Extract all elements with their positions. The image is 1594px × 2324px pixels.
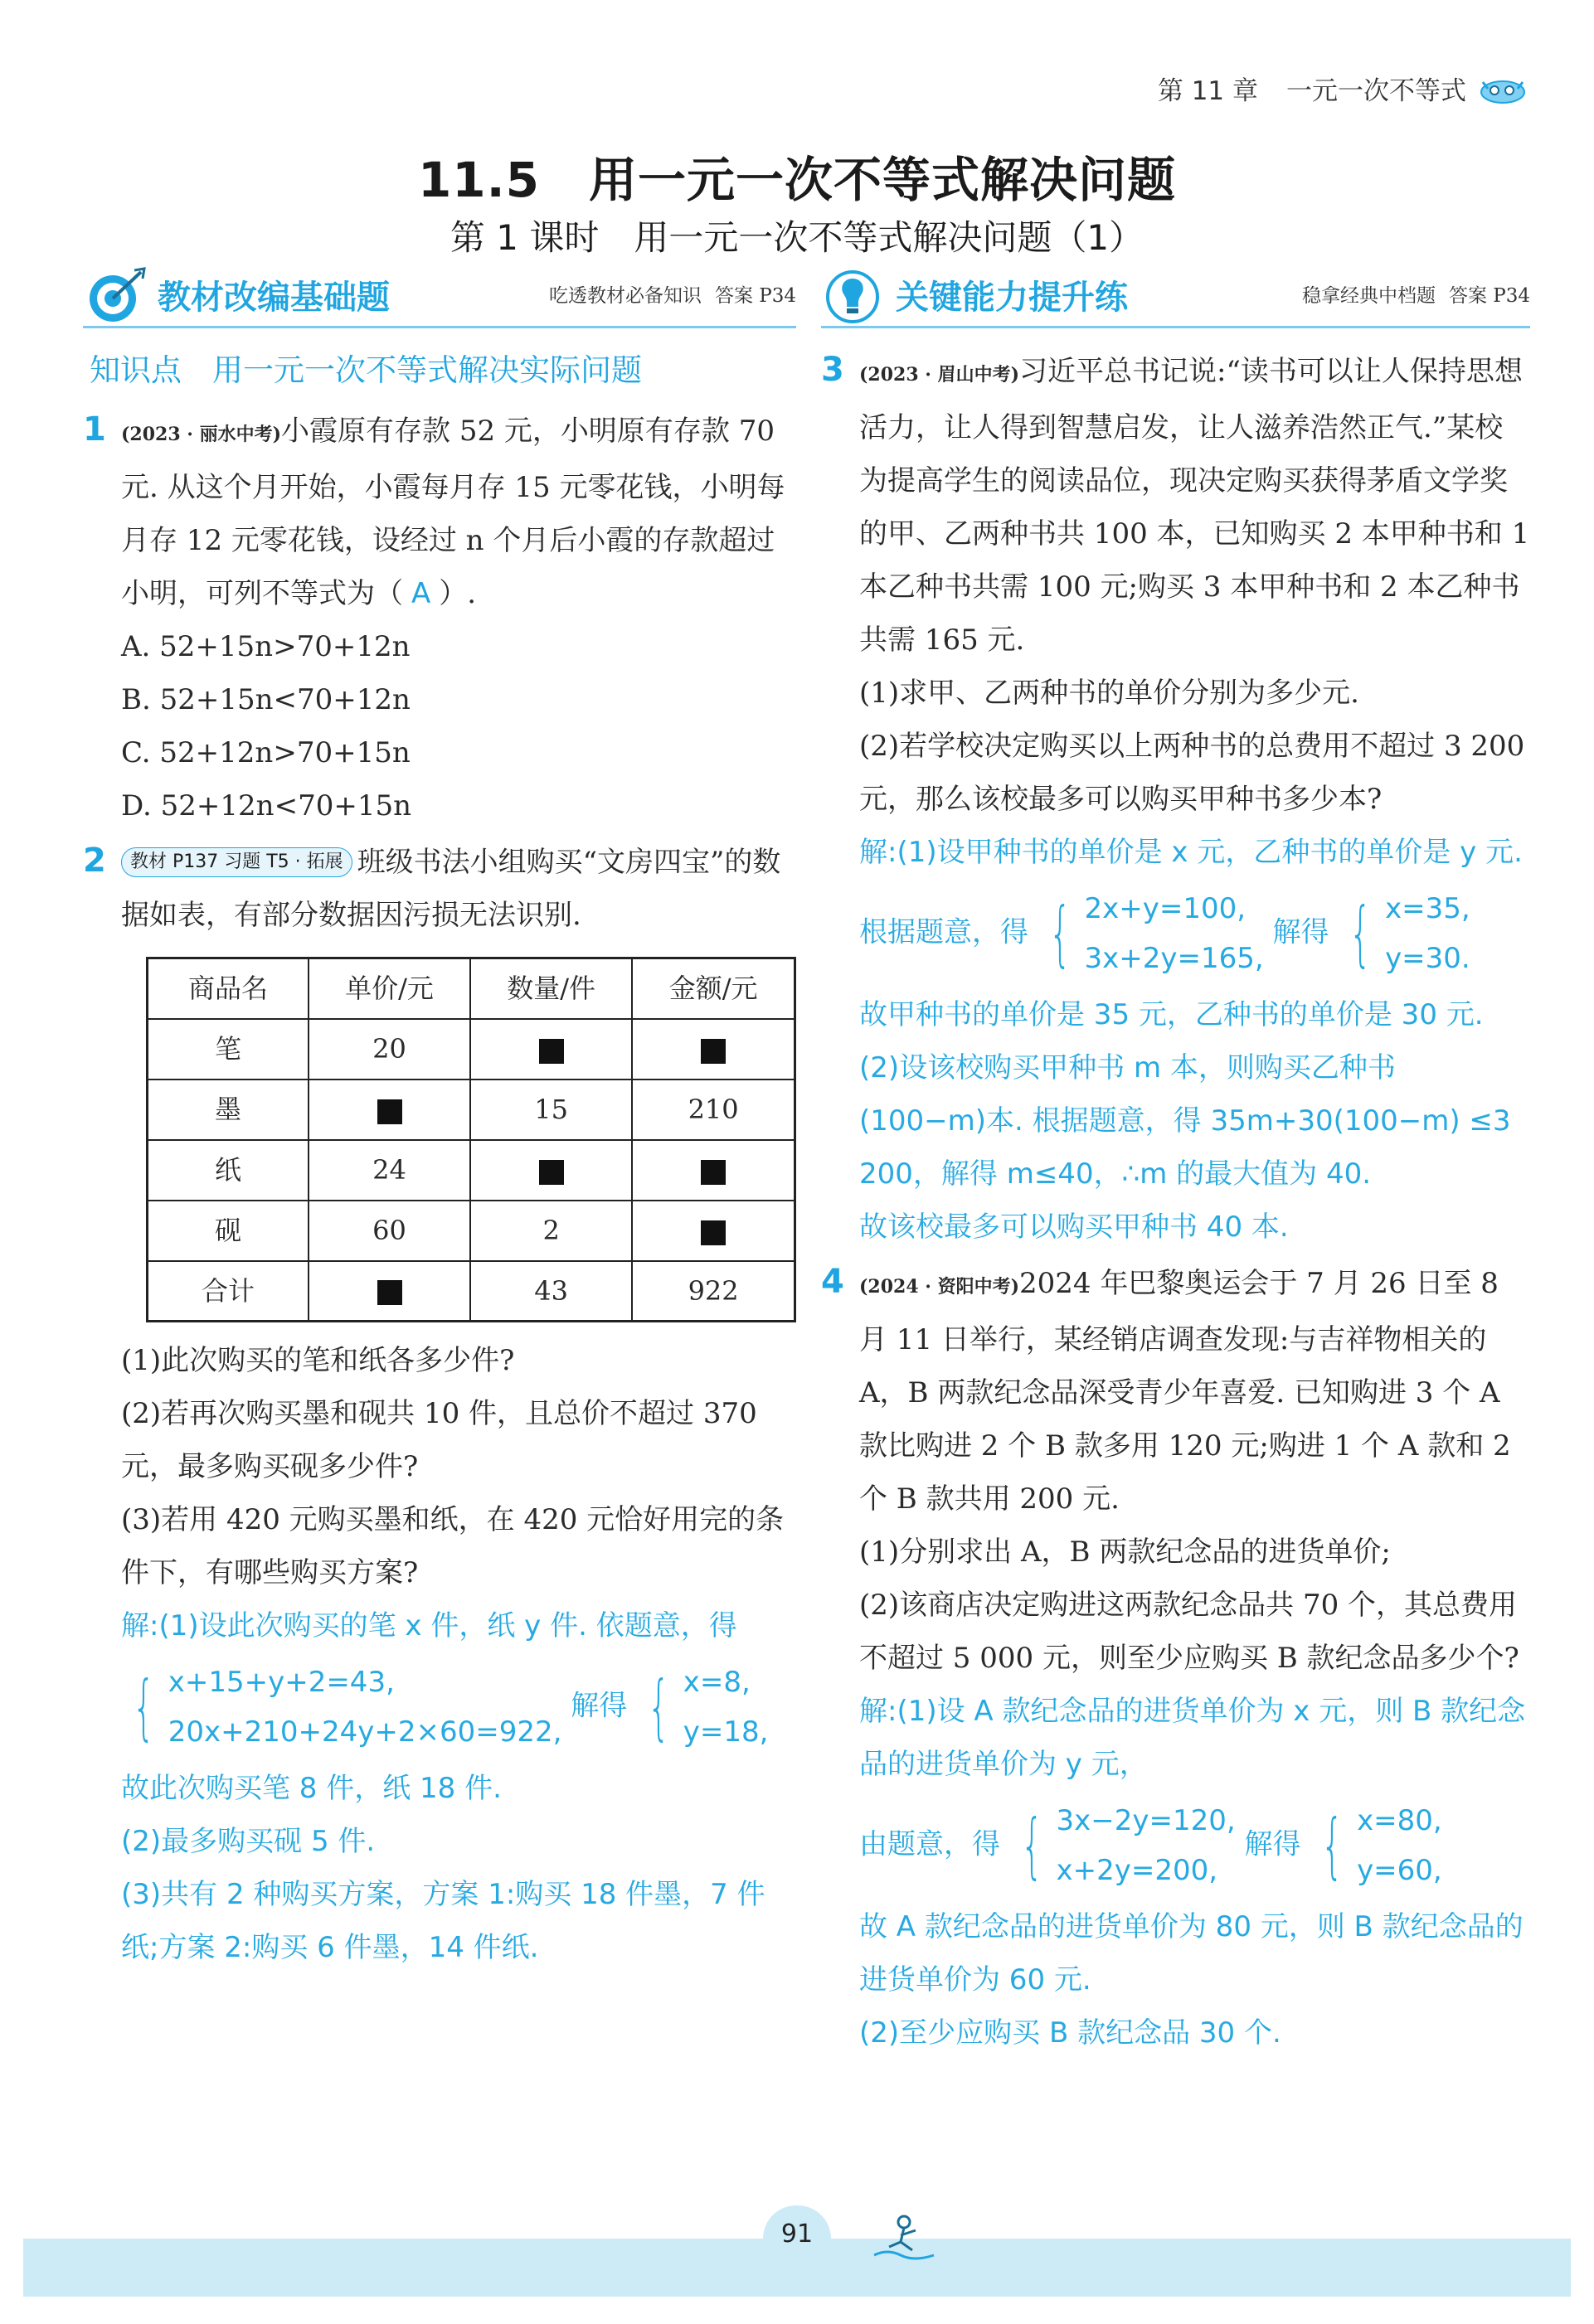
- equation: 20x+210+24y+2×60=922,: [168, 1715, 562, 1749]
- target-icon: [83, 265, 148, 325]
- solution: [859, 1685, 1530, 2060]
- solution-system: [1310, 1796, 1441, 1895]
- table-cell: 60: [309, 1201, 470, 1261]
- equation: x+2y=200,: [1056, 1854, 1218, 1887]
- problem-source: (2023 · 眉山中考): [859, 364, 1020, 386]
- brace-icon: {: [1020, 1804, 1043, 1887]
- obscured-cell-mark: [377, 1280, 402, 1305]
- rower-mascot-icon: [871, 2210, 937, 2262]
- equation: y=30.: [1385, 942, 1470, 975]
- right-banner-slogan: [1302, 280, 1530, 309]
- question-1: (1)此次购买的笔和纸各多少件?: [121, 1344, 515, 1377]
- problem-3: [821, 345, 1530, 1254]
- solution-step: 故甲种书的单价是 35 元，乙种书的单价是 30 元.: [859, 998, 1484, 1031]
- table-cell: [632, 1140, 795, 1201]
- lesson-subtitle: 第 1 课时 用一元一次不等式解决问题（1）: [450, 217, 1144, 258]
- question-2: (2)若再次购买墨和砚共 10 件，且总价不超过 370 元，最多购买砚多少件?: [121, 1397, 757, 1483]
- option-d: D. 52+12n<70+15n: [121, 789, 411, 822]
- problem-2: [83, 836, 796, 1974]
- problem-4: [821, 1257, 1530, 2060]
- equation-intro: 根据题意，得: [859, 915, 1028, 949]
- right-banner: [821, 264, 1530, 328]
- solved-label: 解得: [571, 1689, 628, 1723]
- table-cell: 纸: [148, 1140, 309, 1201]
- right-column: [821, 264, 1530, 2060]
- problem-source: (2023 · 丽水中考): [121, 424, 282, 445]
- right-banner-slogan-text: 稳拿经典中档题: [1301, 285, 1436, 307]
- solution-step: (2)最多购买砚 5 件.: [121, 1825, 376, 1858]
- right-banner-title: 关键能力提升练: [896, 279, 1128, 317]
- solution-step: 解:(1)设 A 款纪念品的进货单价为 x 元，则 B 款纪念品的进货单价为 y 元，: [859, 1695, 1526, 1781]
- solution-step: 解:(1)设此次购买的笔 x 件，纸 y 件. 依题意，得: [121, 1609, 737, 1642]
- problem-stem: 习近平总书记说:“读书可以让人保持思想活力，让人得到智慧启发，让人滋养浩然正气.”某校为提高学生的阅读品位，现决定购买获得茅盾文学奖的甲、乙两种书共 100 本，已知购买 2 本甲种书和 1 本乙种书共需 100 元;购买 3 本甲种书和 2 本乙种书共需 165 元.: [859, 355, 1530, 657]
- left-banner: [83, 264, 796, 328]
- equation-line: [121, 1652, 796, 1762]
- question-2: (2)该商店决定购进这两款纪念品共 70 个，其总费用不超过 5 000 元，则至少应购买 B 款纪念品多少个?: [859, 1589, 1519, 1675]
- obscured-cell-mark: [377, 1099, 402, 1124]
- table-cell: 合计: [148, 1261, 309, 1322]
- solution-step: (2)设该校购买甲种书 m 本，则购买乙种书 (100−m)本. 根据题意，得 35m+30(100−m) ≤3 200，解得 m≤40，∴m 的最大值为 40.: [859, 1051, 1511, 1191]
- chapter-label: 第 11 章: [1157, 76, 1258, 106]
- solved-label: 解得: [1244, 1827, 1301, 1861]
- table-row: [148, 1201, 795, 1261]
- left-column: [83, 264, 796, 1974]
- textbook-tag: 教材 P137 习题 T5 · 拓展: [121, 847, 352, 877]
- table-cell: 15: [470, 1080, 632, 1140]
- solved-label: 解得: [1272, 915, 1329, 949]
- equation: 3x−2y=120,: [1056, 1804, 1236, 1837]
- table-row: [148, 1019, 795, 1080]
- question-1: (1)求甲、乙两种书的单价分别为多少元.: [859, 677, 1359, 710]
- table-cell: [309, 1080, 470, 1140]
- equation-system: [121, 1657, 561, 1757]
- left-answer-ref: 答案 P34: [714, 285, 796, 307]
- table-cell: 2: [470, 1201, 632, 1261]
- table-cell: 922: [632, 1261, 795, 1322]
- equation: 3x+2y=165,: [1084, 942, 1264, 975]
- solution-step: (3)共有 2 种购买方案，方案 1:购买 18 件墨，7 件纸;方案 2:购买 6 件墨，14 件纸.: [121, 1878, 765, 1964]
- table-cell: 笔: [148, 1019, 309, 1080]
- obscured-cell-mark: [701, 1039, 726, 1064]
- table-cell: [309, 1261, 470, 1322]
- option-c: C. 52+12n>70+15n: [121, 736, 411, 769]
- section-title: 11.5 用一元一次不等式解决问题: [417, 152, 1177, 208]
- table-row: [148, 1080, 795, 1140]
- equation-intro: 由题意，得: [859, 1827, 1000, 1861]
- solution-step: 故该校最多可以购买甲种书 40 本.: [859, 1211, 1289, 1244]
- question-3: (3)若用 420 元购买墨和纸，在 420 元恰好用完的条件下，有哪些购买方案?: [121, 1503, 785, 1589]
- solution: [859, 826, 1530, 1254]
- left-banner-title: 教材改编基础题: [158, 279, 390, 317]
- equation: x=80,: [1357, 1804, 1442, 1837]
- table-cell: 砚: [148, 1201, 309, 1261]
- equation: x+15+y+2=43,: [168, 1666, 395, 1699]
- equation: y=60,: [1357, 1854, 1442, 1887]
- table-cell: [470, 1140, 632, 1201]
- brace-icon: {: [647, 1666, 671, 1749]
- problem-stem: 2024 年巴黎奥运会于 7 月 26 日至 8 月 11 日举行，某经销店调查发现:与吉祥物相关的 A，B 两款纪念品深受青少年喜爱. 已知购进 3 个 A 款比购进 2 个 B 款多用 120 元;购进 1 个 A 款和 2 个 B 款共用 200 元.: [859, 1267, 1511, 1516]
- obscured-cell-mark: [539, 1160, 564, 1185]
- running-header: [1158, 70, 1528, 107]
- equation: 2x+y=100,: [1084, 892, 1247, 925]
- problem-stem-end: ）.: [439, 577, 477, 610]
- problem-number: 3: [821, 351, 844, 389]
- table-header-row: [148, 958, 795, 1019]
- problem-stem: 班级书法小组购买“文房四宝”的数据如表，有部分数据因污损无法识别.: [121, 846, 781, 932]
- obscured-cell-mark: [539, 1039, 564, 1064]
- brace-icon: {: [132, 1666, 156, 1749]
- solution-step: (2)至少应购买 B 款纪念品 30 个.: [859, 2016, 1281, 2050]
- problem-number: 2: [83, 842, 106, 880]
- solution: [121, 1599, 796, 1974]
- problem-1: [83, 405, 796, 832]
- cat-mascot-icon: [1476, 72, 1528, 105]
- chapter-title: 一元一次不等式: [1286, 76, 1466, 106]
- option-b: B. 52+15n<70+12n: [121, 683, 411, 716]
- table-cell: 24: [309, 1140, 470, 1201]
- lightbulb-icon: [821, 265, 886, 325]
- page-number: 91: [763, 2205, 831, 2263]
- left-banner-slogan: [549, 280, 796, 309]
- table-cell: [632, 1201, 795, 1261]
- table-header-cell: 商品名: [148, 958, 309, 1019]
- right-answer-ref: 答案 P34: [1448, 285, 1530, 307]
- solution-system: [636, 1657, 768, 1757]
- solution-system: [1338, 884, 1470, 983]
- left-banner-slogan-text: 吃透教材必备知识: [548, 285, 702, 307]
- table-body: [148, 1019, 795, 1322]
- table-cell: 墨: [148, 1080, 309, 1140]
- table-cell: 20: [309, 1019, 470, 1080]
- solution-step: 故 A 款纪念品的进货单价为 80 元，则 B 款纪念品的进货单价为 60 元.: [859, 1910, 1524, 1997]
- equation-system: [1038, 884, 1264, 983]
- table-header-cell: 数量/件: [470, 958, 632, 1019]
- equation: y=18,: [683, 1715, 769, 1749]
- equation: x=8,: [683, 1666, 751, 1699]
- table-row: [148, 1261, 795, 1322]
- data-table: [146, 957, 796, 1322]
- table-cell: 43: [470, 1261, 632, 1322]
- solution-step: 解:(1)设甲种书的单价是 x 元，乙种书的单价是 y 元.: [859, 836, 1523, 869]
- equation-line: [859, 1791, 1530, 1900]
- problem-stem: 小霞原有存款 52 元，小明原有存款 70 元. 从这个月开始，小霞每月存 15 元零花钱，小明每月存 12 元零花钱，设经过 n 个月后小霞的存款超过小明，可列不等式为（: [121, 415, 785, 610]
- option-a: A. 52+15n>70+12n: [121, 630, 411, 663]
- brace-icon: {: [1349, 892, 1373, 975]
- table-header-cell: 单价/元: [309, 958, 470, 1019]
- equation: x=35,: [1385, 892, 1470, 925]
- obscured-cell-mark: [701, 1220, 726, 1245]
- problem-source: (2024 · 资阳中考): [859, 1276, 1020, 1298]
- table-header-cell: 金额/元: [632, 958, 795, 1019]
- knowledge-point: 知识点 用一元一次不等式解决实际问题: [90, 352, 642, 388]
- question-1: (1)分别求出 A，B 两款纪念品的进货单价;: [859, 1536, 1391, 1569]
- problem-number: 1: [83, 410, 106, 449]
- problem-number: 4: [821, 1263, 844, 1301]
- solution-step: 故此次购买笔 8 件，纸 18 件.: [121, 1772, 502, 1805]
- table-cell: [470, 1019, 632, 1080]
- brace-icon: {: [1048, 892, 1072, 975]
- equation-system: [1009, 1796, 1236, 1895]
- obscured-cell-mark: [701, 1160, 726, 1185]
- table-row: [148, 1140, 795, 1201]
- brace-icon: {: [1321, 1804, 1344, 1887]
- answer-fill: A: [411, 577, 431, 610]
- question-2: (2)若学校决定购买以上两种书的总费用不超过 3 200 元，那么该校最多可以购买甲种书多少本?: [859, 730, 1525, 816]
- equation-line: [859, 879, 1530, 988]
- table-cell: [632, 1019, 795, 1080]
- table-cell: 210: [632, 1080, 795, 1140]
